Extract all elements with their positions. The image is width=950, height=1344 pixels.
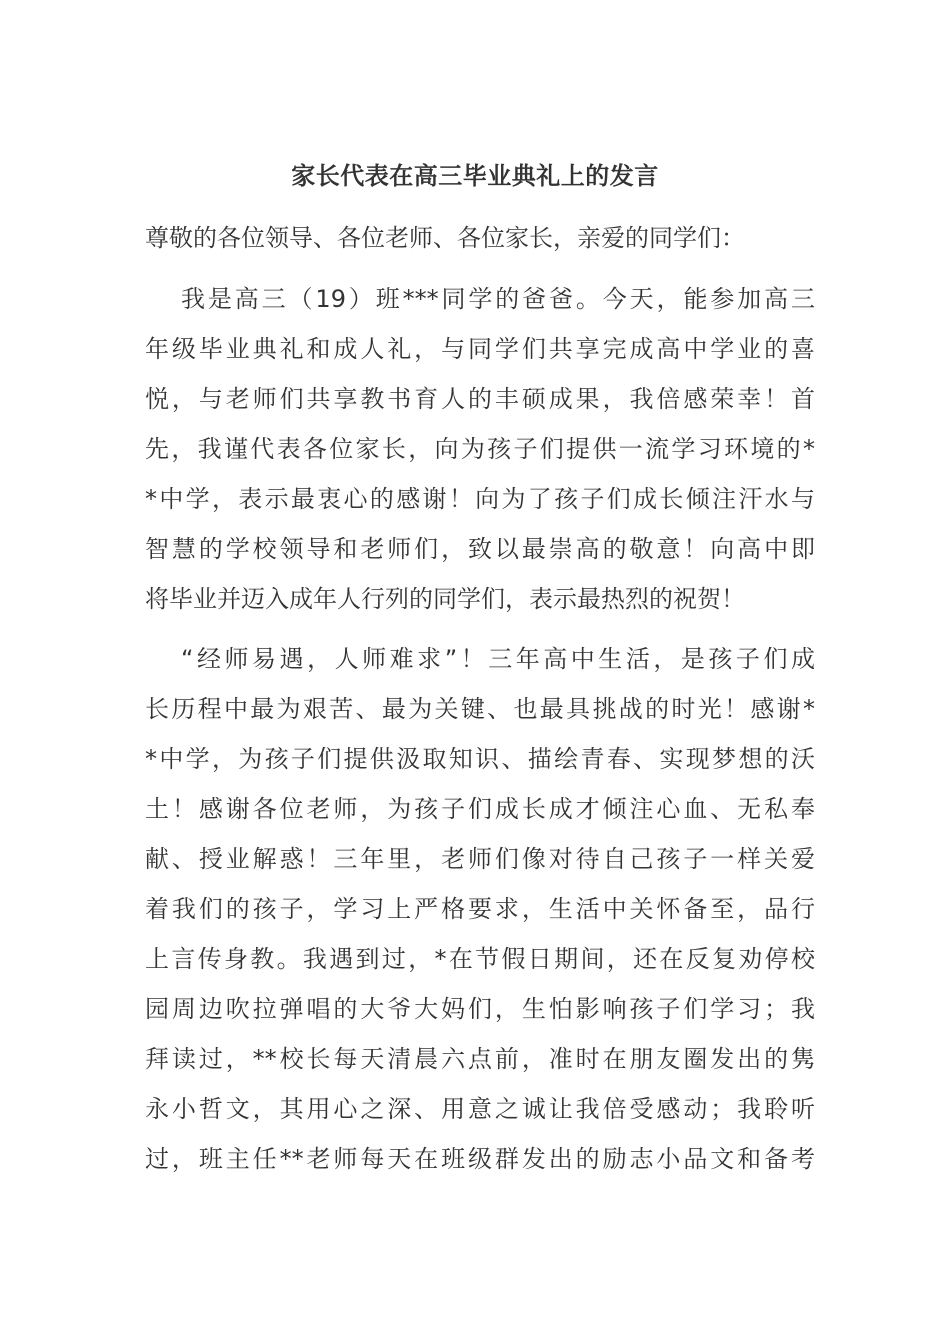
paragraph-line: 献、授业解惑！三年里，老师们像对待自己孩子一样关爱	[145, 845, 815, 873]
paragraph-line: 长历程中最为艰苦、最为关键、也最具挑战的时光！感谢*	[145, 695, 815, 723]
paragraph-line: 智慧的学校领导和老师们，致以最崇高的敬意！向高中即	[145, 535, 815, 563]
paragraph-line: 将毕业并迈入成年人行列的同学们，表示最热烈的祝贺！	[145, 585, 745, 613]
paragraph-line: 上言传身教。我遇到过，*在节假日期间，还在反复劝停校	[145, 945, 815, 973]
paragraph-line: *中学，为孩子们提供汲取知识、描绘青春、实现梦想的沃	[145, 745, 815, 773]
paragraph-line: 拜读过，**校长每天清晨六点前，准时在朋友圈发出的隽	[145, 1045, 815, 1073]
document-title: 家长代表在高三毕业典礼上的发言	[291, 162, 659, 190]
paragraph-line: “经师易遇，人师难求”！三年高中生活，是孩子们成	[181, 645, 815, 673]
paragraph-2	[145, 634, 815, 1184]
paragraph-line: 先，我谨代表各位家长，向为孩子们提供一流学习环境的*	[145, 435, 815, 463]
paragraph-1	[145, 274, 815, 624]
paragraph-line: *中学，表示最衷心的感谢！向为了孩子们成长倾注汗水与	[145, 485, 815, 513]
paragraph-line: 我是高三（19）班***同学的爸爸。今天，能参加高三	[181, 285, 815, 313]
paragraph-line: 年级毕业典礼和成人礼，与同学们共享完成高中学业的喜	[145, 335, 815, 363]
paragraph-line: 过，班主任**老师每天在班级群发出的励志小品文和备考	[145, 1145, 815, 1173]
paragraph-line: 土！感谢各位老师，为孩子们成长成才倾注心血、无私奉	[145, 795, 815, 823]
paragraph-line: 悦，与老师们共享教书育人的丰硕成果，我倍感荣幸！首	[145, 385, 815, 413]
paragraph-line: 园周边吹拉弹唱的大爷大妈们，生怕影响孩子们学习；我	[145, 995, 815, 1023]
paragraph-line: 着我们的孩子，学习上严格要求，生活中关怀备至，品行	[145, 895, 815, 923]
paragraph-line: 永小哲文，其用心之深、用意之诚让我倍受感动；我聆听	[145, 1095, 815, 1123]
salutation: 尊敬的各位领导、各位老师、各位家长，亲爱的同学们：	[145, 224, 745, 252]
